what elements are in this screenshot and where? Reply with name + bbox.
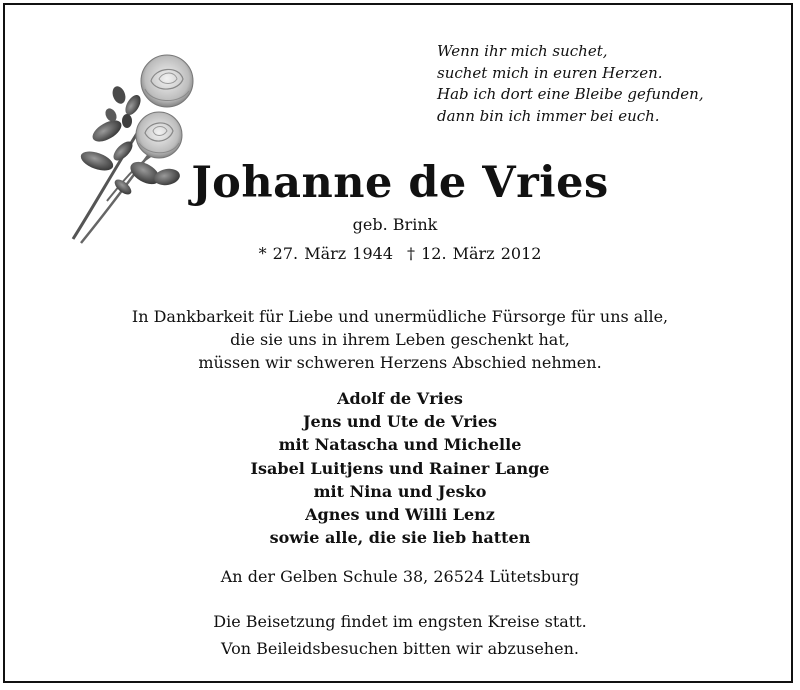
mourner-line: mit Nina und Jesko [313, 481, 487, 501]
funeral-note: Von Beileidsbesuchen bitten wir abzusehen. [221, 639, 579, 658]
poem-line: Wenn ihr mich suchet, [437, 42, 608, 60]
death-date: † 12. März 2012 [407, 244, 542, 263]
mourner-line: sowie alle, die sie lieb hatten [269, 528, 531, 548]
thanks-line: müssen wir schweren Herzens Abschied nehmen. [198, 353, 602, 372]
poem-line: suchet mich in euren Herzen. [437, 63, 663, 82]
thanks-line: die sie uns in ihrem Leben geschenkt hat, [230, 330, 570, 349]
mourner-line: mit Natascha und Michelle [278, 435, 522, 455]
deceased-name: Johanne de Vries [191, 158, 609, 208]
thanks-line: In Dankbarkeit für Liebe und unermüdliche Fürsorge für uns alle, [131, 307, 669, 326]
mourner-line: Adolf de Vries [337, 389, 463, 408]
birth-date: * 27. März 1944 [258, 244, 393, 263]
rose-icon [67, 51, 217, 251]
funeral-note: Die Beisetzung findet im engsten Kreise statt. [213, 612, 587, 631]
mourner-line: Jens und Ute de Vries [302, 412, 498, 432]
mourners-list [5, 387, 795, 549]
thanks-text [5, 305, 795, 374]
poem-line: Hab ich dort eine Bleibe gefunden, [437, 85, 704, 103]
obituary-notice [3, 3, 793, 683]
mourner-line: Isabel Luitjens und Rainer Lange [250, 458, 550, 478]
mourner-line: Agnes und Willi Lenz [305, 505, 495, 525]
poem [437, 41, 737, 127]
funeral-notes [5, 608, 795, 662]
life-dates [5, 243, 795, 265]
maiden-name: geb. Brink [352, 215, 438, 234]
poem-line: dann bin ich immer bei euch. [437, 106, 660, 125]
address: An der Gelben Schule 38, 26524 Lütetsburg [220, 567, 580, 586]
